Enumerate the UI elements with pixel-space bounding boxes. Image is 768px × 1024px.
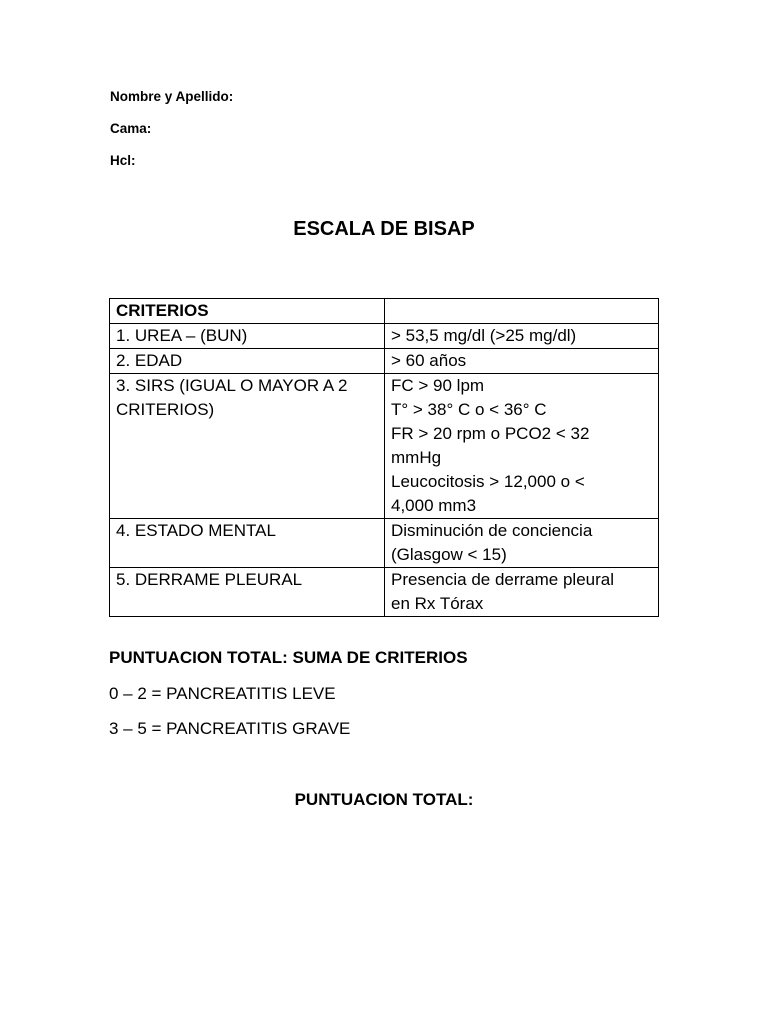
criterion-text: 3. SIRS (IGUAL O MAYOR A 2 xyxy=(116,376,348,395)
header-cell-criteria: CRITERIOS xyxy=(110,299,385,324)
criterion-cell xyxy=(110,568,385,617)
value-text: en Rx Tórax xyxy=(391,594,484,613)
scoring-title: PUNTUACION TOTAL: SUMA DE CRITERIOS xyxy=(109,648,468,667)
value-text: (Glasgow < 15) xyxy=(391,545,507,564)
table-row xyxy=(110,349,659,374)
header-cell-empty xyxy=(385,299,659,324)
bed-field-label: Cama: xyxy=(110,121,152,136)
table-row xyxy=(110,374,659,519)
value-text: FR > 20 rpm o PCO2 < 32 xyxy=(391,424,590,443)
value-text: FC > 90 lpm xyxy=(391,376,485,395)
document-title: ESCALA DE BISAP xyxy=(293,218,475,240)
name-field-label: Nombre y Apellido: xyxy=(110,89,234,104)
criterion-cell xyxy=(110,374,385,519)
criterion-text: 2. EDAD xyxy=(116,351,183,370)
criterion-text: CRITERIOS) xyxy=(116,400,215,419)
value-cell xyxy=(385,568,659,617)
table-header-row xyxy=(110,299,659,324)
value-cell xyxy=(385,374,659,519)
criteria-table-body xyxy=(110,299,659,617)
criterion-text: 5. DERRAME PLEURAL xyxy=(116,570,303,589)
value-text: > 60 años xyxy=(391,351,467,370)
table-row xyxy=(110,519,659,568)
criterion-cell xyxy=(110,349,385,374)
value-cell xyxy=(385,324,659,349)
value-text: T° > 38° C o < 36° C xyxy=(391,400,547,419)
criterion-text: 1. UREA – (BUN) xyxy=(116,326,248,345)
value-text: > 53,5 mg/dl (>25 mg/dl) xyxy=(391,326,577,345)
value-text: mmHg xyxy=(391,448,442,467)
value-text: Leucocitosis > 12,000 o < xyxy=(391,472,585,491)
criterion-text: 4. ESTADO MENTAL xyxy=(116,521,276,540)
value-cell xyxy=(385,349,659,374)
criteria-table xyxy=(109,298,659,617)
value-text: 4,000 mm3 xyxy=(391,496,477,515)
table-row xyxy=(110,568,659,617)
criterion-cell xyxy=(110,519,385,568)
value-text: Disminución de conciencia xyxy=(391,521,593,540)
value-cell xyxy=(385,519,659,568)
criterion-cell xyxy=(110,324,385,349)
total-score-label: PUNTUACION TOTAL: xyxy=(294,790,474,809)
table-row xyxy=(110,324,659,349)
score-range-mild: 0 – 2 = PANCREATITIS LEVE xyxy=(109,684,336,703)
score-range-severe: 3 – 5 = PANCREATITIS GRAVE xyxy=(109,719,351,738)
value-text: Presencia de derrame pleural xyxy=(391,570,615,589)
hcl-field-label: Hcl: xyxy=(110,153,136,168)
